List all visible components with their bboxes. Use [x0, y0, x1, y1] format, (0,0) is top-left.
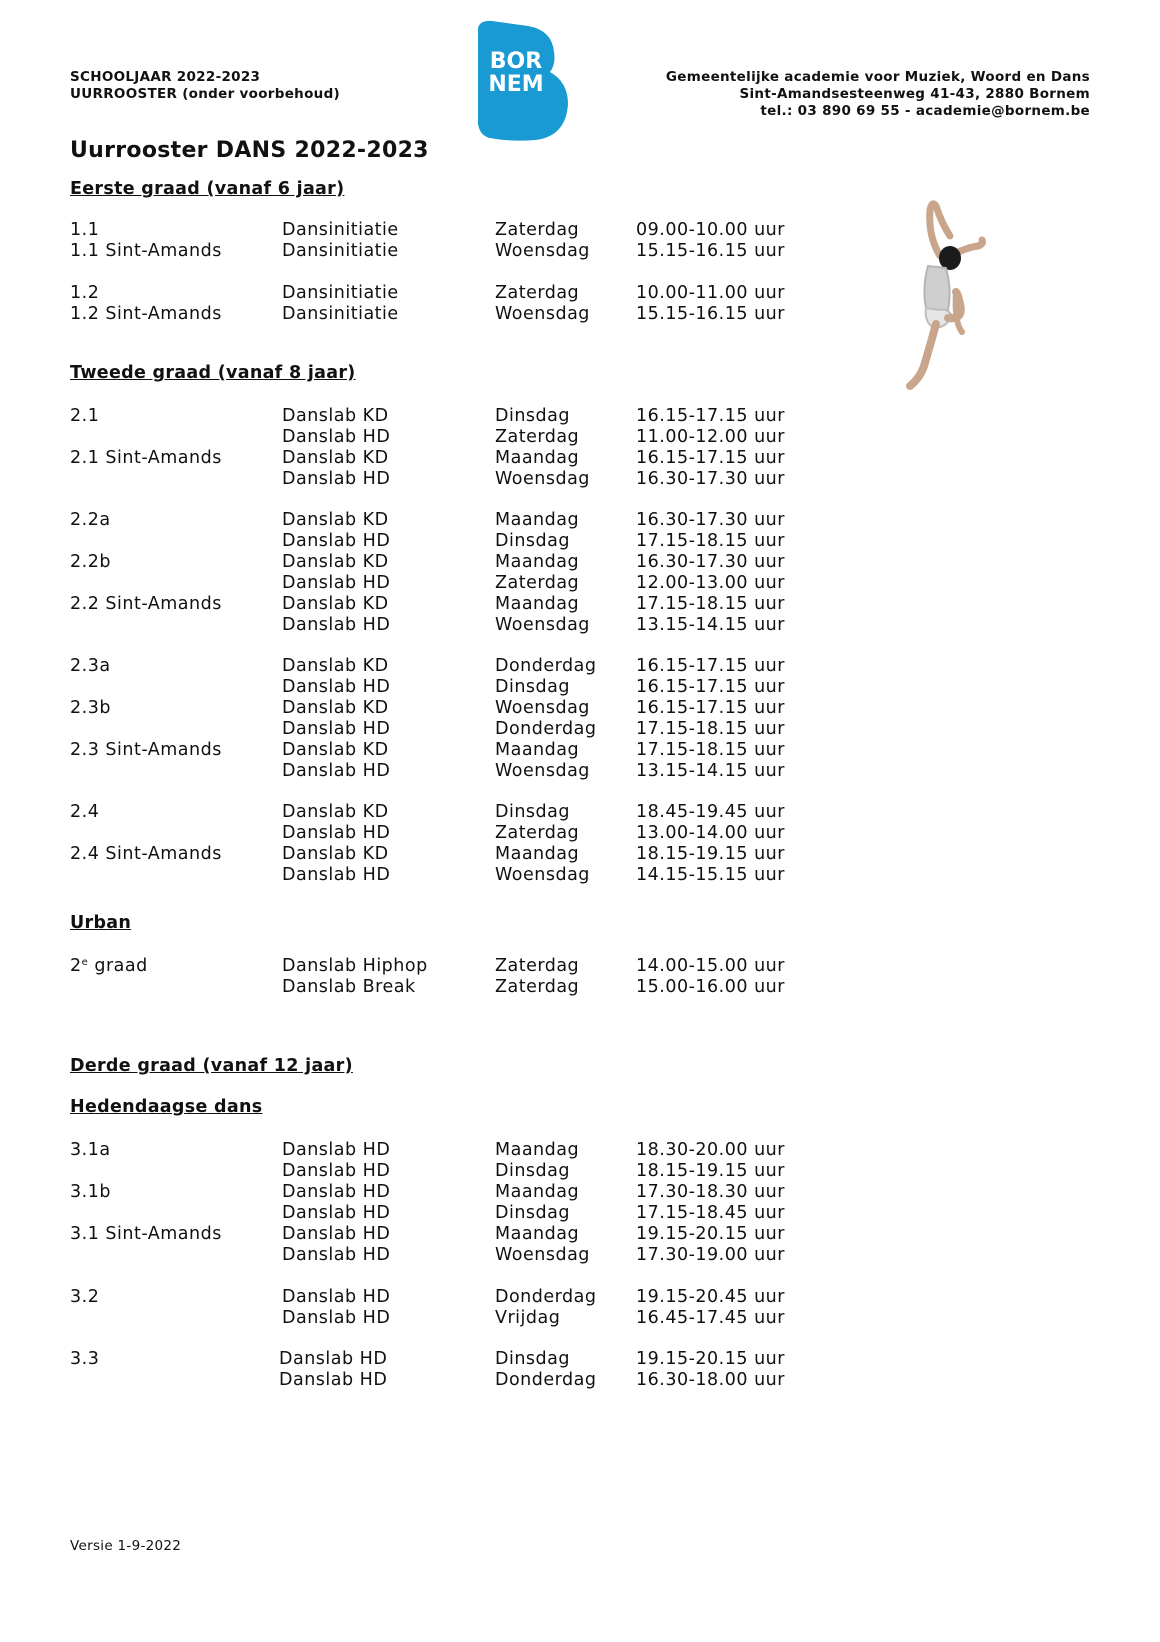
row-time: 13.15-14.15 uur	[636, 615, 785, 635]
row-day: Zaterdag	[495, 573, 580, 593]
row-course: Danslab Break	[282, 977, 416, 997]
row-course: Danslab HD	[282, 719, 391, 739]
row-day: Woensdag	[495, 469, 590, 489]
row-day: Dinsdag	[495, 677, 570, 697]
academy-contact: tel.: 03 890 69 55 - academie@bornem.be	[760, 103, 1090, 119]
row-day: Maandag	[495, 1224, 580, 1244]
row-group: 1.2 Sint-Amands	[70, 304, 222, 324]
row-group: 1.2	[70, 283, 100, 303]
bornem-logo	[470, 20, 580, 142]
row-course: Danslab KD	[282, 802, 389, 822]
row-course: Danslab HD	[282, 1308, 391, 1328]
row-time: 13.00-14.00 uur	[636, 823, 785, 843]
row-time: 17.15-18.15 uur	[636, 594, 785, 614]
row-time: 13.15-14.15 uur	[636, 761, 785, 781]
schedule-row	[70, 427, 830, 448]
schedule-row	[70, 677, 830, 698]
row-day: Dinsdag	[495, 802, 570, 822]
row-time: 18.30-20.00 uur	[636, 1140, 785, 1160]
row-time: 16.30-17.30 uur	[636, 552, 785, 572]
row-day: Zaterdag	[495, 956, 580, 976]
row-time: 19.15-20.15 uur	[636, 1224, 785, 1244]
schedule-row	[70, 719, 830, 740]
schedule-row	[70, 1161, 830, 1182]
row-group: 2.2b	[70, 552, 111, 572]
row-day: Woensdag	[495, 241, 590, 261]
row-course: Danslab HD	[282, 823, 391, 843]
row-group: 3.1 Sint-Amands	[70, 1224, 222, 1244]
row-time: 17.15-18.45 uur	[636, 1203, 785, 1223]
row-course: Dansinitiatie	[282, 283, 399, 303]
row-day: Zaterdag	[495, 427, 580, 447]
row-time: 16.15-17.15 uur	[636, 698, 785, 718]
schedule-row	[70, 531, 830, 552]
schedule-row	[70, 802, 830, 823]
row-group: 3.1b	[70, 1182, 111, 1202]
row-day: Maandag	[495, 740, 580, 760]
academy-address: Sint-Amandsesteenweg 41-43, 2880 Bornem	[739, 86, 1090, 102]
row-day: Maandag	[495, 552, 580, 572]
row-day: Woensdag	[495, 865, 590, 885]
row-course: Danslab HD	[279, 1349, 388, 1369]
academy-name: Gemeentelijke academie voor Muziek, Woord en Dans	[665, 69, 1090, 85]
row-time: 19.15-20.15 uur	[636, 1349, 785, 1369]
row-time: 14.00-15.00 uur	[636, 956, 785, 976]
row-time: 16.15-17.15 uur	[636, 656, 785, 676]
row-group: 2.3b	[70, 698, 111, 718]
row-time: 19.15-20.45 uur	[636, 1287, 785, 1307]
row-time: 17.15-18.15 uur	[636, 740, 785, 760]
row-course: Danslab HD	[282, 1203, 391, 1223]
row-day: Donderdag	[495, 719, 597, 739]
row-course: Danslab HD	[282, 427, 391, 447]
row-day: Dinsdag	[495, 406, 570, 426]
header-right	[666, 69, 1090, 120]
row-course: Danslab HD	[282, 615, 391, 635]
row-course: Dansinitiatie	[282, 304, 399, 324]
row-time: 15.15-16.15 uur	[636, 241, 785, 261]
schedule-row	[70, 740, 830, 761]
schedule-row	[70, 1203, 830, 1224]
row-time: 10.00-11.00 uur	[636, 283, 785, 303]
schedule-row	[70, 977, 830, 998]
row-time: 18.45-19.45 uur	[636, 802, 785, 822]
row-day: Maandag	[495, 448, 580, 468]
row-course: Dansinitiatie	[282, 241, 399, 261]
schedule-row	[70, 304, 830, 325]
schedule-row	[70, 594, 830, 615]
row-day: Maandag	[495, 510, 580, 530]
row-time: 17.15-18.15 uur	[636, 719, 785, 739]
row-course: Danslab HD	[282, 573, 391, 593]
row-day: Maandag	[495, 1182, 580, 1202]
row-time: 16.15-17.15 uur	[636, 406, 785, 426]
row-time: 12.00-13.00 uur	[636, 573, 785, 593]
schedule-row	[70, 469, 830, 490]
schedule-row	[70, 761, 830, 782]
heading-derde-graad: Derde graad (vanaf 12 jaar)	[70, 1056, 353, 1076]
row-day: Maandag	[495, 594, 580, 614]
heading-tweede-graad: Tweede graad (vanaf 8 jaar)	[70, 363, 356, 383]
row-day: Dinsdag	[495, 1161, 570, 1181]
row-time: 18.15-19.15 uur	[636, 1161, 785, 1181]
row-group	[70, 956, 148, 976]
schedule-note: UURROOSTER (onder voorbehoud)	[70, 86, 341, 102]
row-day: Woensdag	[495, 304, 590, 324]
row-day: Woensdag	[495, 698, 590, 718]
schedule-row	[70, 573, 830, 594]
row-group: 2.2 Sint-Amands	[70, 594, 222, 614]
row-day: Dinsdag	[495, 531, 570, 551]
row-course: Danslab KD	[282, 844, 389, 864]
row-course: Danslab KD	[282, 448, 389, 468]
page-title: Uurrooster DANS 2022-2023	[70, 138, 429, 163]
row-time: 15.15-16.15 uur	[636, 304, 785, 324]
row-day: Dinsdag	[495, 1203, 570, 1223]
schedule-row	[70, 406, 830, 427]
row-day: Donderdag	[495, 1370, 597, 1390]
row-course: Danslab KD	[282, 552, 389, 572]
row-group: 2.1 Sint-Amands	[70, 448, 222, 468]
row-time: 16.15-17.15 uur	[636, 448, 785, 468]
row-course: Danslab HD	[282, 531, 391, 551]
row-group: 1.1	[70, 220, 100, 240]
dancer-image	[880, 196, 1000, 406]
row-time: 17.30-18.30 uur	[636, 1182, 785, 1202]
schedule-row	[70, 1224, 830, 1245]
school-year: SCHOOLJAAR 2022-2023	[70, 69, 261, 85]
row-group-number: 2	[70, 956, 82, 976]
schedule-row	[70, 241, 830, 262]
row-group: 3.2	[70, 1287, 100, 1307]
row-time: 16.45-17.45 uur	[636, 1308, 785, 1328]
row-course: Danslab KD	[282, 656, 389, 676]
row-day: Dinsdag	[495, 1349, 570, 1369]
row-course: Danslab HD	[282, 761, 391, 781]
row-course: Danslab KD	[282, 698, 389, 718]
row-course: Danslab HD	[282, 1224, 391, 1244]
row-course: Danslab KD	[282, 406, 389, 426]
row-day: Woensdag	[495, 615, 590, 635]
schedule-row	[70, 448, 830, 469]
row-time: 16.30-17.30 uur	[636, 510, 785, 530]
schedule-row	[70, 865, 830, 886]
row-course: Danslab HD	[282, 1140, 391, 1160]
schedule-row	[70, 1349, 830, 1370]
row-group: 2.3 Sint-Amands	[70, 740, 222, 760]
row-time: 09.00-10.00 uur	[636, 220, 785, 240]
schedule-row	[70, 1287, 830, 1308]
row-time: 16.15-17.15 uur	[636, 677, 785, 697]
row-day: Vrijdag	[495, 1308, 561, 1328]
row-group: 2.3a	[70, 656, 111, 676]
schedule-row	[70, 552, 830, 573]
row-time: 11.00-12.00 uur	[636, 427, 785, 447]
header-left	[70, 69, 340, 103]
heading-eerste-graad: Eerste graad (vanaf 6 jaar)	[70, 179, 345, 199]
schedule-row	[70, 1140, 830, 1161]
schedule-row	[70, 1182, 830, 1203]
row-day: Zaterdag	[495, 283, 580, 303]
heading-hedendaagse-dans: Hedendaagse dans	[70, 1097, 263, 1117]
row-day: Zaterdag	[495, 823, 580, 843]
row-group-suffix: graad	[88, 956, 148, 976]
row-time: 18.15-19.15 uur	[636, 844, 785, 864]
schedule-row	[70, 698, 830, 719]
row-course: Danslab HD	[279, 1370, 388, 1390]
row-course: Danslab KD	[282, 740, 389, 760]
schedule-row	[70, 844, 830, 865]
row-course: Danslab Hiphop	[282, 956, 428, 976]
row-course: Dansinitiatie	[282, 220, 399, 240]
schedule-row	[70, 220, 830, 241]
logo-text-line2: NEM	[488, 72, 544, 97]
row-course: Danslab HD	[282, 1182, 391, 1202]
schedule-row	[70, 656, 830, 677]
row-course: Danslab KD	[282, 510, 389, 530]
version-footer: Versie 1-9-2022	[70, 1538, 182, 1554]
row-day: Zaterdag	[495, 977, 580, 997]
schedule-row	[70, 1308, 830, 1329]
row-group: 2.1	[70, 406, 100, 426]
row-course: Danslab HD	[282, 865, 391, 885]
row-course: Danslab HD	[282, 1245, 391, 1265]
row-day: Woensdag	[495, 1245, 590, 1265]
row-time: 15.00-16.00 uur	[636, 977, 785, 997]
row-time: 17.30-19.00 uur	[636, 1245, 785, 1265]
row-course: Danslab HD	[282, 469, 391, 489]
row-day: Maandag	[495, 1140, 580, 1160]
row-time: 17.15-18.15 uur	[636, 531, 785, 551]
schedule-row	[70, 956, 830, 977]
logo-text-line1: BOR	[489, 49, 543, 74]
row-day: Donderdag	[495, 656, 597, 676]
row-group: 2.4 Sint-Amands	[70, 844, 222, 864]
row-group: 3.3	[70, 1349, 100, 1369]
heading-urban: Urban	[70, 913, 132, 933]
schedule-row	[70, 615, 830, 636]
row-course: Danslab HD	[282, 1287, 391, 1307]
schedule-row	[70, 1370, 830, 1391]
row-day: Woensdag	[495, 761, 590, 781]
row-time: 16.30-18.00 uur	[636, 1370, 785, 1390]
row-time: 14.15-15.15 uur	[636, 865, 785, 885]
schedule-row	[70, 510, 830, 531]
row-group: 2.2a	[70, 510, 111, 530]
schedule-row	[70, 1245, 830, 1266]
schedule-row	[70, 823, 830, 844]
row-group-sup: e	[81, 957, 89, 968]
row-group: 3.1a	[70, 1140, 111, 1160]
schedule-row	[70, 283, 830, 304]
row-day: Maandag	[495, 844, 580, 864]
row-course: Danslab KD	[282, 594, 389, 614]
row-day: Zaterdag	[495, 220, 580, 240]
row-day: Donderdag	[495, 1287, 597, 1307]
row-course: Danslab HD	[282, 1161, 391, 1181]
row-group: 2.4	[70, 802, 100, 822]
row-time: 16.30-17.30 uur	[636, 469, 785, 489]
row-group: 1.1 Sint-Amands	[70, 241, 222, 261]
row-course: Danslab HD	[282, 677, 391, 697]
